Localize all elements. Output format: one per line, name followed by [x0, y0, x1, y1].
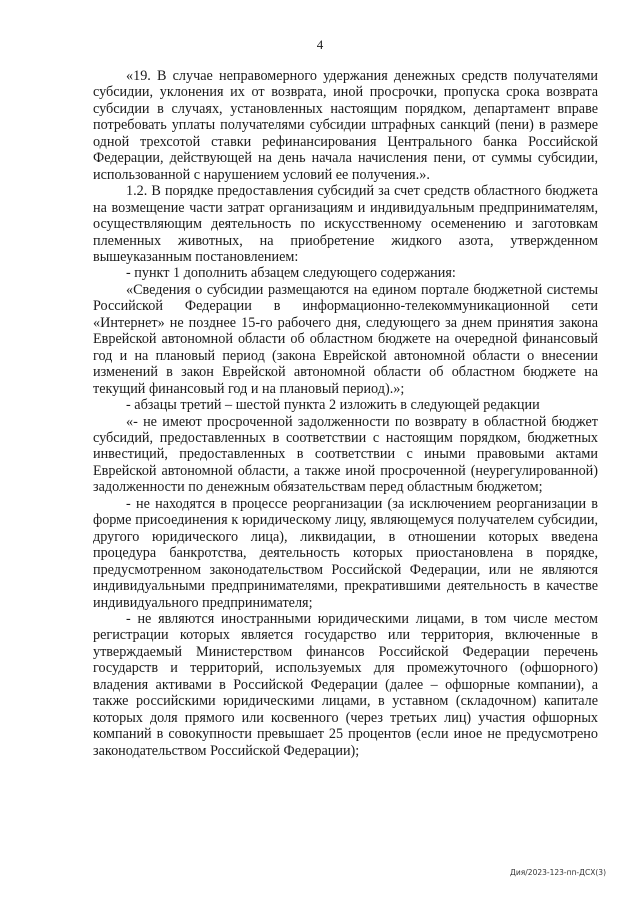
paragraph-subsidy-info: «Сведения о субсидии размещаются на едином портале бюджетной системы Российской Федерации в информационно-телекоммуникационной сети «Интернет» не позднее 15-го рабочего дня, следующего за днем принятия закона Еврейской автономной области об областном бюджете на очередной финансовый год и на плановый период (закона Еврейской автономной области о внесении изменений в закон Еврейской автономной области об областном бюджете на текущий финансовый год и на плановый период).»;	[93, 281, 598, 397]
paragraph-item-2-amendment: - абзацы третий – шестой пункта 2 изложить в следующей редакции	[126, 397, 540, 414]
document-body	[93, 68, 598, 759]
paragraph-clause-1-2: 1.2. В порядке предоставления субсидий за счет средств областного бюджета на возмещение части затрат организациям и индивидуальным предпринимателям, осуществляющим деятельность по искусственному осеменению и заготовкам племенных животных, на приобретение жидкого азота, утвержденном вышеуказанным постановлением:	[93, 183, 598, 265]
paragraph-item-1-amendment: - пункт 1 дополнить абзацем следующего содержания:	[126, 265, 456, 282]
document-footer-code: Дия/2023-123-пп-ДСХ(3)	[510, 868, 606, 877]
paragraph-clause-19: «19. В случае неправомерного удержания денежных средств получателями субсидии, уклонения их от возврата, иной просрочки, пропуска срока возврата субсидии в случаях, установленных настоящим порядком, департамент вправе потребовать уплаты получателями субсидии штрафных санкций (пени) в размере одной трехсотой ставки рефинансирования Центрального банка Российской Федерации, действующей на день начала начисления пени, от суммы субсидии, использованной с нарушением условий ее получения.».	[93, 68, 598, 183]
paragraph-no-debt: «- не имеют просроченной задолженности по возврату в областной бюджет субсидий, предоставленных в соответствии с настоящим порядком, бюджетных инвестиций, предоставленных в соответствии с иными правовыми актами Еврейской автономной области, а также иной просроченной (неурегулированной) задолженности по денежным обязательствам перед областным бюджетом;	[93, 413, 598, 496]
page-number: 4	[316, 37, 324, 52]
paragraph-no-reorganization: - не находятся в процессе реорганизации (за исключением реорганизации в форме присоединения к юридическому лицу, являющемуся получателем субсидии, другого юридического лица), ликвидации, в отношении которых введена процедура банкротства, деятельность которых приостановлена в порядке, предусмотренном законодательством Российской Федерации, или не являются индивидуальными предпринимателями, прекратившими деятельность в качестве индивидуального предпринимателя;	[93, 495, 598, 611]
paragraph-no-offshore: - не являются иностранными юридическими лицами, в том числе местом регистрации которых является государство или территория, включенные в утверждаемый Министерством финансов Российской Федерации перечень государств и территорий, используемых для промежуточного (офшорного) владения активами в Российской Федерации (далее – офшорные компании), а также российскими юридическими лицами, в уставном (складочном) капитале которых доля прямого или косвенного (через третьих лиц) участия офшорных компаний в совокупности превышает 25 процентов (если иное не предусмотрено законодательством Российской Федерации);	[93, 610, 598, 759]
